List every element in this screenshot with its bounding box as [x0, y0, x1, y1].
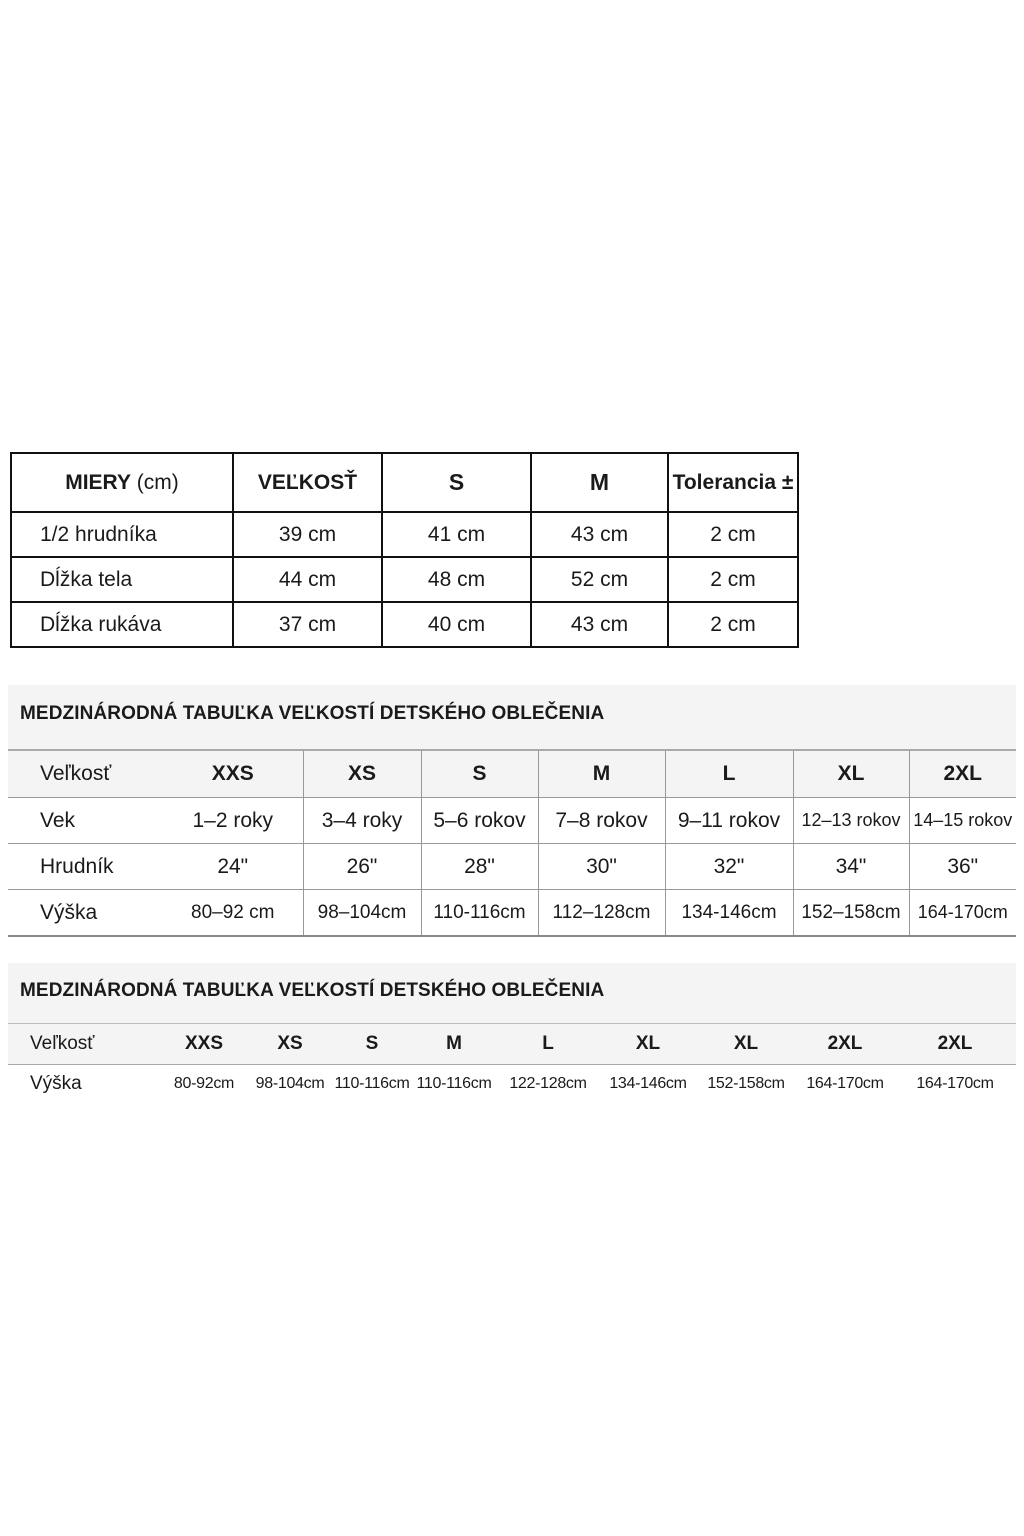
table-row [8, 798, 1016, 844]
size-header-cell: XL [600, 1024, 696, 1065]
table-cell: 9–11 rokov [665, 798, 793, 844]
table-cell: 3–4 roky [303, 798, 421, 844]
table-cell: 122-128cm [509, 1075, 587, 1092]
size-s-header: S [382, 453, 531, 512]
section-title: MEDZINÁRODNÁ TABUĽKA VEĽKOSTÍ DETSKÉHO OBLEČENIA [8, 963, 1016, 1024]
table-cell: 164-170cm [909, 890, 1016, 937]
table-cell: 134-146cm [665, 890, 793, 937]
size-header-cell: XS [248, 1024, 332, 1065]
row-label: Hrudník [8, 844, 163, 890]
table-cell: 134-146cm [609, 1075, 687, 1092]
size-header-cell: XXS [163, 751, 303, 798]
table-cell: 112–128cm [538, 890, 665, 937]
table-cell: 48 cm [382, 557, 531, 602]
row-label: Veľkosť [8, 751, 163, 798]
size-header-cell: M [538, 751, 665, 798]
size-header-cell: XS [303, 751, 421, 798]
size-header-cell: 2XL [909, 751, 1016, 798]
table-row [8, 1065, 1016, 1104]
table-cell: 2 cm [668, 557, 798, 602]
size-header-cell: M [412, 1024, 496, 1065]
measurements-table [10, 452, 799, 648]
table-cell: 36" [909, 844, 1016, 890]
table-cell: 98–104cm [303, 890, 421, 937]
table-row [11, 512, 798, 557]
table-cell: 24" [163, 844, 303, 890]
size-header-cell: 2XL [894, 1024, 1016, 1065]
intl-size-table-2 [8, 1024, 1016, 1103]
size-header-cell: XXS [160, 1024, 248, 1065]
table-cell: 32" [665, 844, 793, 890]
table-cell: 2 cm [668, 512, 798, 557]
table-cell: 80-92cm [173, 1075, 235, 1092]
table-cell: 152–158cm [793, 890, 909, 937]
miery-header [11, 453, 233, 512]
table-row [8, 890, 1016, 937]
size-header-cell: L [496, 1024, 600, 1065]
size-header-cell: 2XL [796, 1024, 894, 1065]
table-cell: 110-116cm [334, 1075, 410, 1092]
table-cell: 28" [421, 844, 538, 890]
row-label: 1/2 hrudníka [11, 512, 233, 557]
row-label: Výška [30, 1073, 82, 1094]
table-cell: 44 cm [233, 557, 382, 602]
table-row [11, 557, 798, 602]
table-cell: 37 cm [233, 602, 382, 647]
size-m-header: M [531, 453, 668, 512]
section-title: MEDZINÁRODNÁ TABUĽKA VEĽKOSTÍ DETSKÉHO OBLEČENIA [8, 685, 1016, 751]
table-cell: 7–8 rokov [538, 798, 665, 844]
table-row [11, 602, 798, 647]
size-header-cell: S [421, 751, 538, 798]
measurements-header-row [11, 453, 798, 512]
table-cell: 26" [303, 844, 421, 890]
table-cell: 39 cm [233, 512, 382, 557]
table-cell: 12–13 rokov [793, 798, 909, 844]
table-cell: 52 cm [531, 557, 668, 602]
table-cell: 5–6 rokov [421, 798, 538, 844]
miery-label: MIERY [65, 470, 131, 494]
row-label: Vek [8, 798, 163, 844]
intl-size-section-2 [8, 963, 1016, 1103]
table-cell: 43 cm [531, 602, 668, 647]
table-cell: 14–15 rokov [909, 798, 1016, 844]
table-cell: 110-116cm [416, 1075, 492, 1092]
table-cell: 40 cm [382, 602, 531, 647]
miery-unit: (cm) [130, 470, 179, 494]
table-cell: 1–2 roky [163, 798, 303, 844]
table-cell: 98-104cm [255, 1075, 325, 1092]
size-header-cell: S [332, 1024, 412, 1065]
table-cell: 34" [793, 844, 909, 890]
size-header-cell: XL [696, 1024, 796, 1065]
table-row [8, 844, 1016, 890]
table-cell: 164-170cm [806, 1075, 884, 1092]
tolerance-header: Tolerancia ± [668, 453, 798, 512]
size-header-cell: L [665, 751, 793, 798]
table-cell: 30" [538, 844, 665, 890]
row-label: Dĺžka rukáva [11, 602, 233, 647]
size-header-row [8, 751, 1016, 798]
row-label: Dĺžka tela [11, 557, 233, 602]
intl-size-table-1 [8, 751, 1016, 937]
table-cell: 80–92 cm [163, 890, 303, 937]
table-cell: 152-158cm [707, 1075, 785, 1092]
velkost-header: VEĽKOSŤ [233, 453, 382, 512]
row-label: Výška [8, 890, 163, 937]
table-cell: 41 cm [382, 512, 531, 557]
size-header-row [8, 1024, 1016, 1065]
table-cell: 164-170cm [916, 1075, 994, 1092]
size-header-cell: XL [793, 751, 909, 798]
table-cell: 43 cm [531, 512, 668, 557]
table-cell: 2 cm [668, 602, 798, 647]
row-label: Veľkosť [8, 1024, 160, 1065]
intl-size-section-1 [8, 685, 1016, 937]
table-cell: 110-116cm [421, 890, 538, 937]
